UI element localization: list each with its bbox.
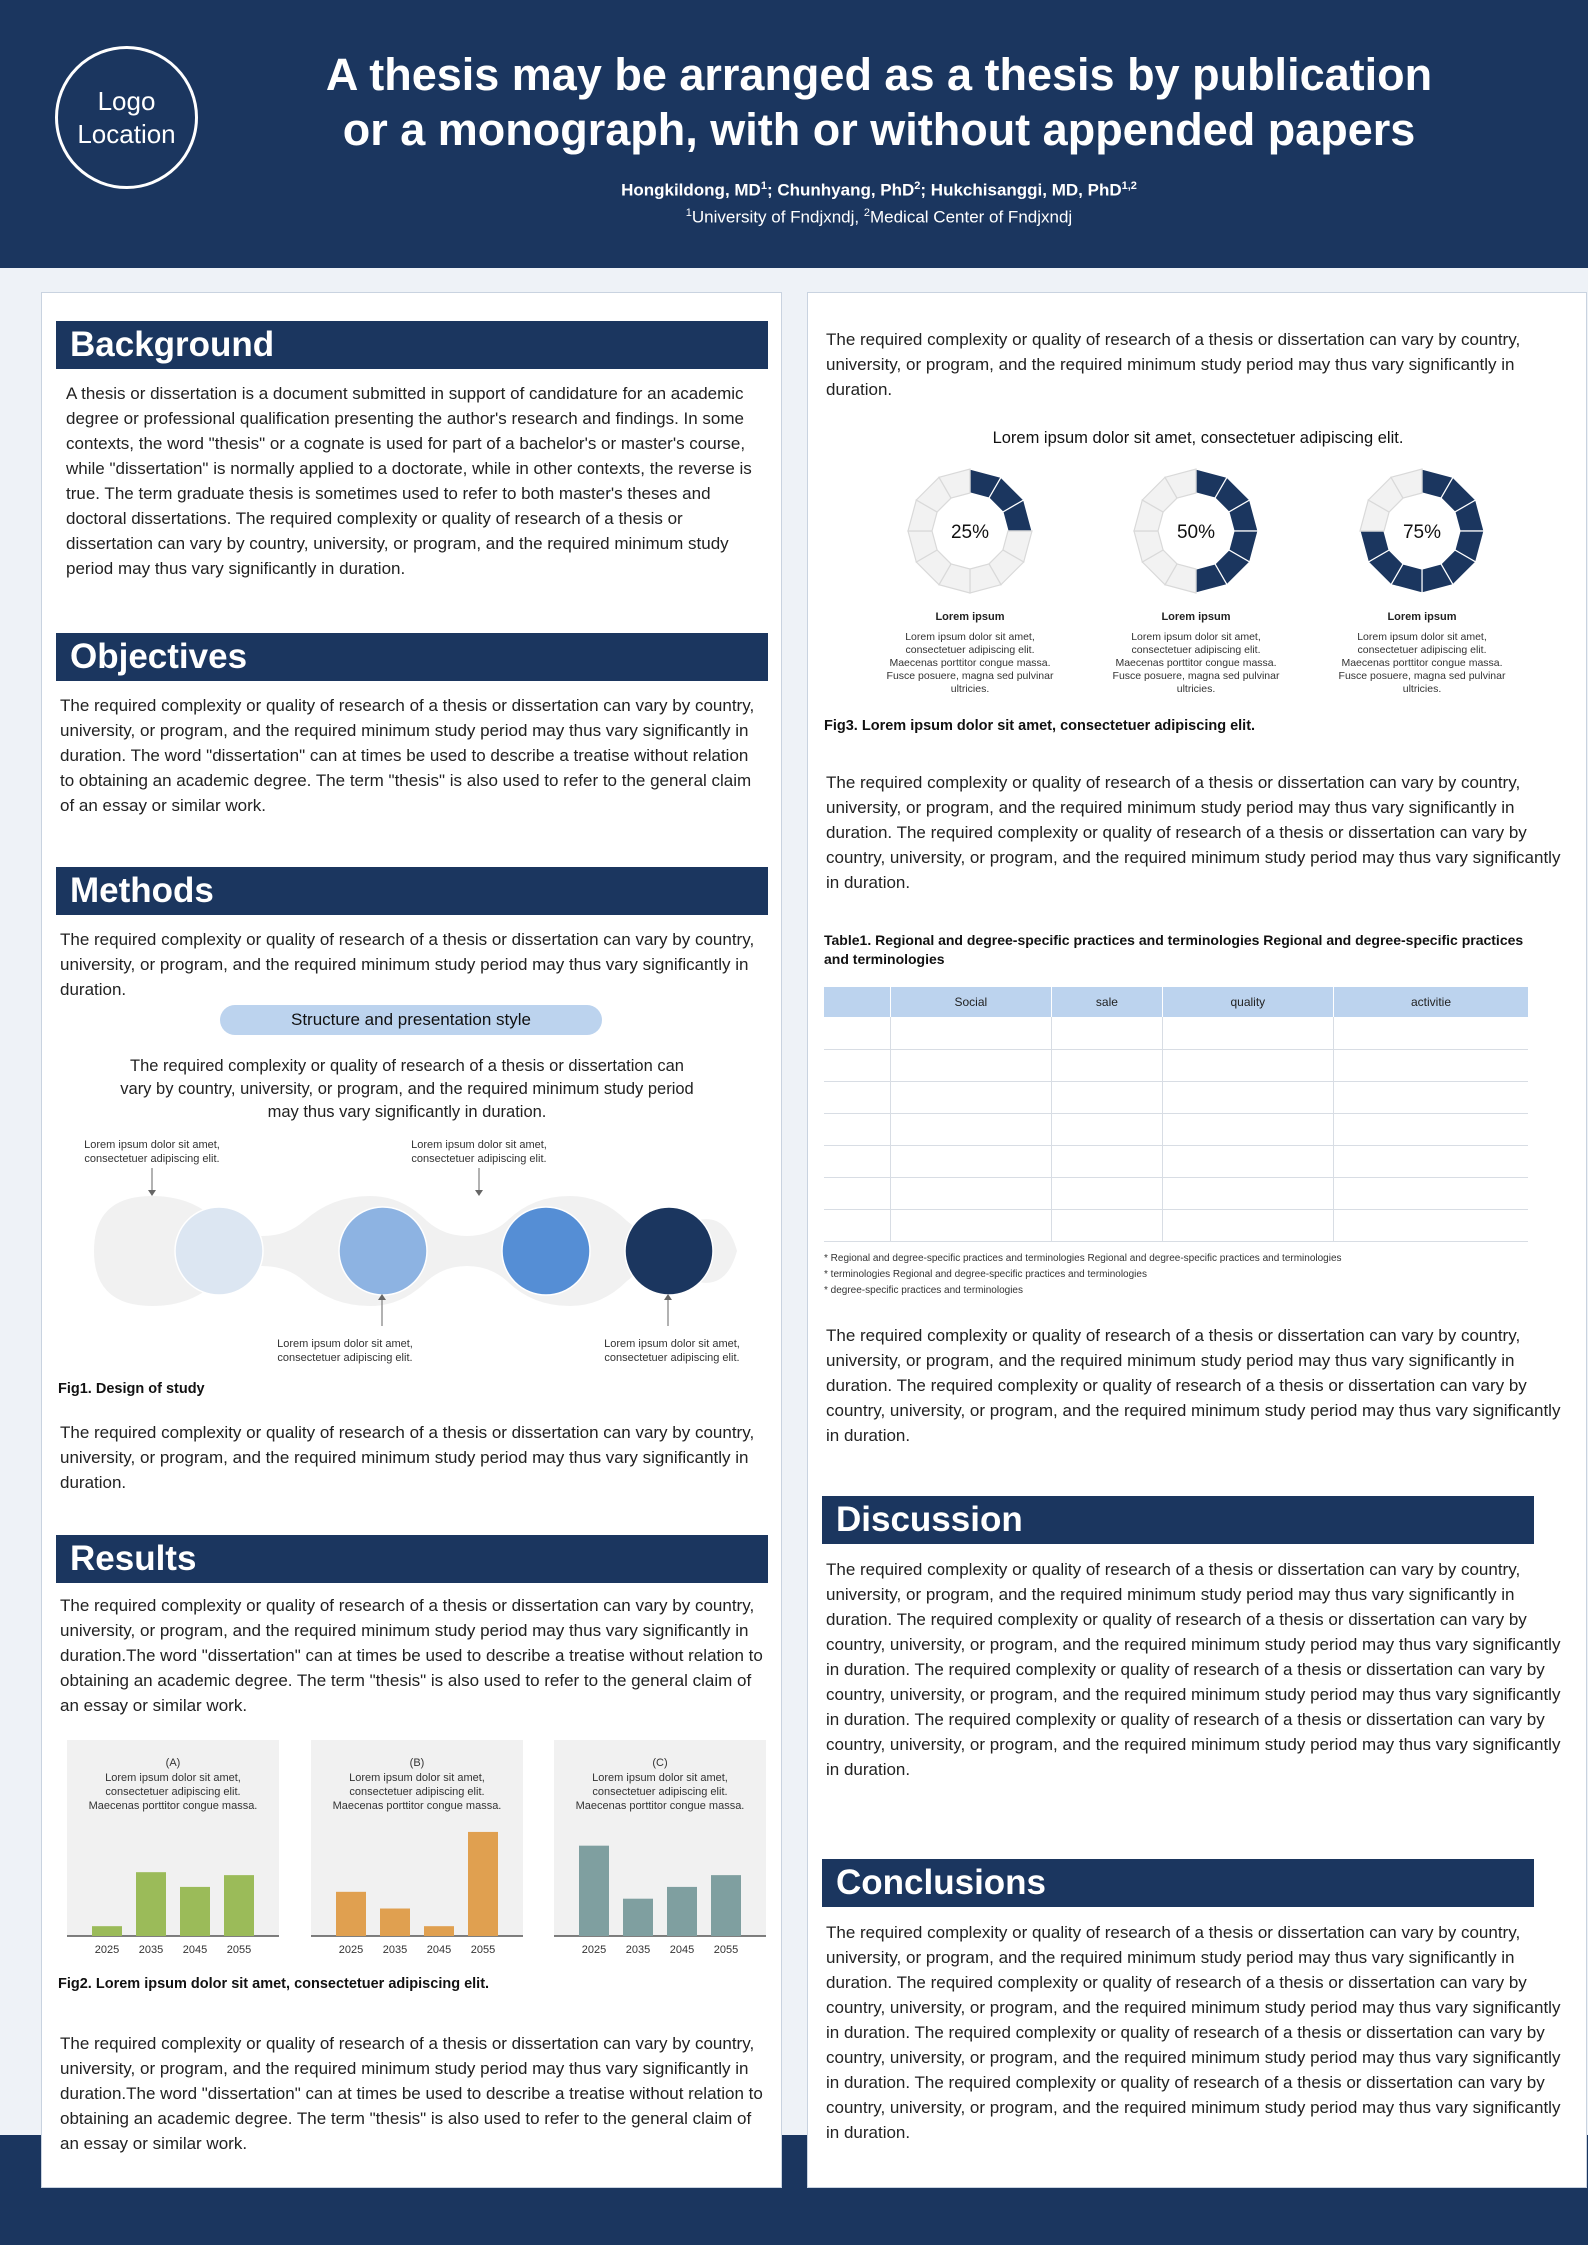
table-cell [1052,1209,1162,1241]
results-text-1: The required complexity or quality of research of a thesis or dissertation can vary by country, university, or program, and the required minimum study period may thus vary significantly in duration.The word "dissertation" can at times be used to describe a treatise without relation to obtaining an academic degree. The term "thesis" is also used to refer to the general claim of an essay or similar work. [60,1596,763,1715]
conclusions-heading: Conclusions [822,1859,1534,1907]
bar-tick-label: 2035 [138,1944,164,1956]
diagram-note-bottom-2: Lorem ipsum dolor sit amet, consectetuer adipiscing elit. [604,1338,740,1364]
table-note-2: * terminologies Regional and degree-specific practices and terminologies [824,1269,1147,1280]
table-header-cell: quality [1162,987,1333,1017]
authors [210,180,1548,201]
bar-tick-label: 2035 [382,1944,408,1956]
discussion-heading: Discussion [822,1496,1534,1544]
bar-chart-a-subtitle: Lorem ipsum dolor sit amet, consectetuer adipiscing elit. Maecenas porttitor congue massa. [88,1772,258,1812]
study-design-diagram [82,1166,742,1331]
background-heading: Background [56,321,768,369]
title-line-1: A thesis may be arranged as a thesis by publication [325,49,1433,100]
bar-chart-a-panel [67,1740,279,1956]
bar-chart-b [311,1740,523,1966]
donut-charts [808,463,1588,603]
right-text-1: The required complexity or quality of research of a thesis or dissertation can vary by country, university, or program, and the required minimum study period may thus vary significantly in duration. [826,330,1521,399]
table-header-cell: Social [890,987,1052,1017]
table-cell [1333,1209,1528,1241]
bar-tick-label: 2035 [625,1944,651,1956]
donut-percent-label: 75% [1402,522,1442,543]
table-cell [1333,1145,1528,1177]
bar-tick-label: 2055 [226,1944,252,1956]
right-text-2: The required complexity or quality of research of a thesis or dissertation can vary by country, university, or program, and the required minimum study period may thus vary significantly in duration. The required complexity or quality of research of a thesis or dissertation can vary by country, university, or program, and the required minimum study period may thus vary significantly in duration. [826,773,1561,892]
bar-tick-label: 2045 [426,1944,452,1956]
data-table [824,987,1528,1242]
objectives-heading: Objectives [56,633,768,681]
table-cell [1052,1081,1162,1113]
table-cell [1162,1209,1333,1241]
table-row [824,1209,1528,1241]
bar-2045 [424,1926,454,1936]
table-cell [824,1145,890,1177]
structure-pill: Structure and presentation style [220,1005,602,1035]
discussion-text: The required complexity or quality of research of a thesis or dissertation can vary by country, university, or program, and the required minimum study period may thus vary significantly in duration. The required complexity or quality of research of a thesis or dissertation can vary by country, university, or program, and the required minimum study period may thus vary significantly in duration. The required complexity or quality of research of a thesis or dissertation can vary by country, university, or program, and the required minimum study period may thus vary significantly in duration. The required complexity or quality of research of a thesis or dissertation can vary by country, university, or program, and the required minimum study period may thus vary significantly in duration. [826,1560,1561,1779]
bar-chart-b-subtitle: Lorem ipsum dolor sit amet, consectetuer adipiscing elit. Maecenas porttitor congue massa. [332,1772,502,1812]
author-3: ; Hukchisanggi, MD, PhD [920,180,1122,200]
bar-2055 [224,1875,254,1936]
bar-tick-label: 2045 [669,1944,695,1956]
methods-text-2: The required complexity or quality of research of a thesis or dissertation can vary by country, university, or program, and the required minimum study period may thus vary significantly in duration. [60,1423,755,1492]
connector-arrow-1 [148,1190,156,1196]
donut-3-label: Lorem ipsum [1387,611,1457,623]
bar-2025 [92,1926,122,1936]
donut-2-label: Lorem ipsum [1161,611,1231,623]
affil-1: University of Fndjxndj, [691,207,864,227]
bar-tick-label: 2025 [581,1944,607,1956]
logo-text: Logo Location [77,86,176,149]
table-cell [890,1113,1052,1145]
table-header-cell: sale [1052,987,1162,1017]
bar-tick-label: 2055 [470,1944,496,1956]
connector-arrow-2 [475,1190,483,1196]
diagram-note-top-2: Lorem ipsum dolor sit amet, consectetuer adipiscing elit. [411,1139,547,1165]
table-cell [890,1081,1052,1113]
bar-2035 [380,1909,410,1936]
donut-1-desc: Lorem ipsum dolor sit amet, consectetuer adipiscing elit. Maecenas porttitor congue massa. Fusce posuere, magna sed pulvinar ultricies. [886,631,1054,695]
bar-tick-label: 2055 [713,1944,739,1956]
table-cell [824,1017,890,1049]
bar-tick-label: 2045 [182,1944,208,1956]
table-cell [824,1049,890,1081]
logo-placeholder [55,46,198,189]
table-row [824,1145,1528,1177]
methods-heading: Methods [56,867,768,915]
table-cell [824,1209,890,1241]
table-cell [1162,1177,1333,1209]
table-cell [1052,1145,1162,1177]
bar-2025 [579,1846,609,1936]
table-cell [890,1049,1052,1081]
donut-3-desc: Lorem ipsum dolor sit amet, consectetuer adipiscing elit. Maecenas porttitor congue massa. Fusce posuere, magna sed pulvinar ultricies. [1338,631,1506,695]
structure-description: The required complexity or quality of research of a thesis or dissertation can vary by country, university, or program, and the required minimum study period may thus vary significantly in duration. [120,1057,694,1121]
bar-chart-a-title: (A) [165,1757,181,1769]
background-text: A thesis or dissertation is a document submitted in support of candidature for an academic degree or professional qualification presenting the author's research and findings. In some contexts, the word "thesis" or a cognate is used for part of a bachelor's or master's course, while "dissertation" is normally applied to a doctorate, while in other contexts, the reverse is true. The term graduate thesis is sometimes used to refer to both master's theses and doctoral dissertations. The required complexity or quality of research of a thesis or dissertation can vary by country, university, or program, and the required minimum study period may thus vary significantly in duration. [66,384,752,578]
right-column [807,292,1587,2188]
table-header-cell [824,987,890,1017]
table-cell [824,1113,890,1145]
table-cell [1162,1113,1333,1145]
donut-chart-title: Lorem ipsum dolor sit amet, consectetuer adipiscing elit. [992,429,1404,447]
table-cell [1333,1049,1528,1081]
bar-chart-a [67,1740,279,1966]
table-row [824,1049,1528,1081]
table-cell [890,1145,1052,1177]
table-row [824,1113,1528,1145]
results-text-2: The required complexity or quality of research of a thesis or dissertation can vary by country, university, or program, and the required minimum study period may thus vary significantly in duration.The word "dissertation" can at times be used to describe a treatise without relation to obtaining an academic degree. The term "thesis" is also used to refer to the general claim of an essay or similar work. [60,2034,763,2153]
table-cell [1162,1017,1333,1049]
table-cell [1333,1017,1528,1049]
bar-2055 [468,1832,498,1936]
methods-text-1: The required complexity or quality of research of a thesis or dissertation can vary by country, university, or program, and the required minimum study period may thus vary significantly in duration. [60,930,755,999]
results-heading: Results [56,1535,768,1583]
bar-2045 [180,1887,210,1936]
bar-chart-c-panel [554,1740,766,1956]
conclusions-text: The required complexity or quality of research of a thesis or dissertation can vary by country, university, or program, and the required minimum study period may thus vary significantly in duration. The required complexity or quality of research of a thesis or dissertation can vary by country, university, or program, and the required minimum study period may thus vary significantly in duration. The required complexity or quality of research of a thesis or dissertation can vary by country, university, or program, and the required minimum study period may thus vary significantly in duration. The required complexity or quality of research of a thesis or dissertation can vary by country, university, or program, and the required minimum study period may thus vary significantly in duration. [826,1923,1561,2142]
table-cell [1052,1017,1162,1049]
stage-circle-4 [625,1207,713,1295]
author-1: Hongkildong, MD [621,180,761,200]
bar-chart-c-subtitle: Lorem ipsum dolor sit amet, consectetuer adipiscing elit. Maecenas porttitor congue massa. [575,1772,745,1812]
table-row [824,1017,1528,1049]
table-row [824,1177,1528,1209]
bar-chart-b-title: (B) [409,1757,425,1769]
fig2-caption: Fig2. Lorem ipsum dolor sit amet, consectetuer adipiscing elit. [58,1976,490,1992]
author-2-sup: 2 [914,180,921,192]
table-cell [1162,1049,1333,1081]
table-cell [824,1081,890,1113]
affil-2: Medical Center of Fndjxndj [869,207,1073,227]
bar-2035 [623,1899,653,1936]
bar-2055 [711,1875,741,1936]
poster-title [210,48,1548,158]
table-cell [824,1177,890,1209]
affiliations [210,207,1548,228]
title-line-2: or a monograph, with or without appended papers [342,103,1416,155]
bar-chart-c [554,1740,766,1966]
diagram-note-top-1: Lorem ipsum dolor sit amet, consectetuer adipiscing elit. [84,1139,220,1165]
table-notes [824,1251,1564,1299]
bar-tick-label: 2025 [338,1944,364,1956]
left-column [41,292,782,2188]
affil-1-sup: 1 [685,207,692,219]
table-row [824,1081,1528,1113]
table-cell [1333,1177,1528,1209]
donut-2-desc: Lorem ipsum dolor sit amet, consectetuer adipiscing elit. Maecenas porttitor congue massa. Fusce posuere, magna sed pulvinar ultricies. [1112,631,1280,695]
table-cell [890,1209,1052,1241]
right-text-3: The required complexity or quality of research of a thesis or dissertation can vary by country, university, or program, and the required minimum study period may thus vary significantly in duration. The required complexity or quality of research of a thesis or dissertation can vary by country, university, or program, and the required minimum study period may thus vary significantly in duration. [826,1326,1561,1445]
stage-circle-2 [339,1207,427,1295]
bar-chart-c-title: (C) [652,1757,668,1769]
table-cell [1333,1113,1528,1145]
table-cell [1052,1049,1162,1081]
fig1-caption: Fig1. Design of study [58,1381,205,1397]
poster-header [0,0,1588,268]
table-cell [1052,1177,1162,1209]
table-cell [1052,1113,1162,1145]
donut-percent-label: 25% [950,522,990,543]
stage-circle-1 [175,1207,263,1295]
table1-caption: Table1. Regional and degree-specific practices and terminologies Regional and degree-specific practices and terminologies [824,932,1524,967]
donut-1-label: Lorem ipsum [935,611,1005,623]
table-header-row [824,987,1528,1017]
donut-percent-label: 50% [1176,522,1216,543]
table-cell [1333,1081,1528,1113]
affil-2-sup: 2 [863,207,870,219]
author-3-sup: 1,2 [1121,180,1137,192]
table-note-1: * Regional and degree-specific practices and terminologies Regional and degree-specific practices and terminologies [824,1253,1342,1264]
table-note-3: * degree-specific practices and terminologies [824,1285,1023,1296]
author-1-sup: 1 [760,180,767,192]
table-header-cell: activitie [1333,987,1528,1017]
table-cell [890,1017,1052,1049]
stage-circle-3 [502,1207,590,1295]
table-cell [890,1177,1052,1209]
diagram-note-bottom-1: Lorem ipsum dolor sit amet, consectetuer adipiscing elit. [277,1338,413,1364]
fig3-caption: Fig3. Lorem ipsum dolor sit amet, consectetuer adipiscing elit. [824,718,1256,734]
bar-chart-b-panel [311,1740,523,1956]
bar-tick-label: 2025 [94,1944,120,1956]
bar-2045 [667,1887,697,1936]
bar-2035 [136,1872,166,1936]
author-2: ; Chunhyang, PhD [766,180,915,200]
table-cell [1162,1081,1333,1113]
bar-2025 [336,1892,366,1936]
objectives-text: The required complexity or quality of research of a thesis or dissertation can vary by country, university, or program, and the required minimum study period may thus vary significantly in duration. The word "dissertation" can at times be used to describe a treatise without relation to obtaining an academic degree. The term "thesis" is also used to refer to the general claim of an essay or similar work. [60,696,755,815]
table-cell [1162,1145,1333,1177]
